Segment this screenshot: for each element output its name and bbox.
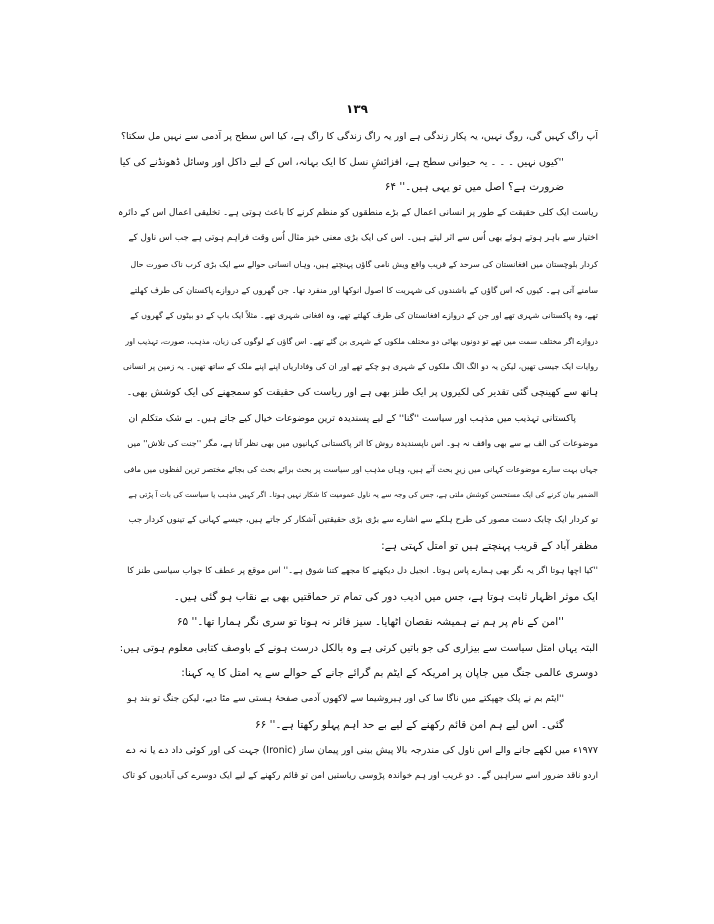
text-line: سامنے آتی ہے۔ کیوں کہ اس گاؤں کے باشندوں کی شہریت کا اصول انوکھا اور منفرد تھا۔ جن گھروں کے دروازے پاکستان کی طرف کھلتے xyxy=(129,284,598,295)
text-line: ''کیوں نہیں ۔ ۔ ۔ یہ حیوانی سطح ہے، افزائشِ نسل کا ایک بہانہ، اس کے لیے داکل اور وسائل ڈھونڈنے کی کیا xyxy=(119,156,564,168)
text-line: اختیار سے باہر ہوتے ہوئے بھی اُس سے اثر لیتے ہیں۔ اس کی ایک بڑی معنی خیز مثال اُس وقت فراہم ہوتی ہے جب اس ناول کے xyxy=(128,233,598,244)
page-number: ۱۳۹ xyxy=(346,102,368,116)
text-line: ''ایٹم بم نے پلک جھپکتے میں ناگا سا کی اور ہیروشیما سے لاکھوں آدمی صفحۂ ہستی سے مٹا دیے، لیکن جنگ تو بند ہو xyxy=(127,694,564,705)
text-line: ''کیا اچھا ہوتا اگر یہ نگر بھی ہمارے پاس ہوتا۔ انجیل دل دیکھنے کا مجھے کتنا شوق ہے۔'' اس موقع پر عطف کا جواب سیاسی طنز کا xyxy=(127,566,598,577)
text-line: پاکستانی تہذیب میں مذہب اور سیاست ''گنا'' کے لیے پسندیدہ ترین موضوعات خیال کیے جاتے ہیں۔ بے شک متکلم ان xyxy=(128,412,576,424)
text-line: ایک موثر اظہار ثابت ہوتا ہے، جس میں ادیب دور کی تمام تر حماقتیں بھی بے نقاب ہو گئی ہیں۔ xyxy=(173,590,598,603)
text-line: جہاں بہت سارے موضوعات کہانی میں زیرِ بحث آتے ہیں، وہاں مذہب اور سیاست پر بحث برائے بحث کی بجائے مختصر ترین لفظوں میں مافی xyxy=(123,464,598,474)
text-line: دروازے اگر مختلف سمت میں تھے تو دونوں بھائی دو مختلف ملکوں کے شہری بن گئے تھے۔ اس گاؤں کے لوگوں کی زبان، مذہب، صورت، تہذیب اور xyxy=(125,336,598,346)
text-line: ۱۹۷۷ء میں لکھے جانے والے اس ناول کی مندرجہ بالا پیش بینی اور پیمان ساز (Ironic) جہت کی اور کوئی داد دے یا نہ دے xyxy=(125,745,598,757)
text-line: تھے، وہ پاکستانی شہری تھے اور جن کے دروازے افغانستان کی طرف کھلتے تھے، وہ افغانی شہری تھے۔ مثلاً ایک باپ کے دو بیٹوں کے گھروں کے xyxy=(130,311,598,321)
text-line: ضرورت ہے؟ اصل میں تو یہی ہیں۔'' ۶۴ xyxy=(384,181,564,194)
text-line: ''امن کے نام پر ہم نے ہمیشہ نقصان اٹھایا۔ سیز فائر نہ ہوتا تو سری نگر ہمارا تھا۔'' ۶۵ xyxy=(176,616,564,629)
text-line: تو کردار ایک چابک دست مصور کی طرح ہلکے سے اشارے سے بڑی بڑی حقیقتیں آشکار کر جاتے ہیں، جیسے کہانی کے تینوں کردار جب xyxy=(128,514,598,525)
text-line: الضمیر بیان کرنے کی ایک مستحسن کوشش ملتی ہے، جس کی وجہ سے یہ ناول عمومیت کا شکار نہیں ہوتا۔ اگر کہیں مذہب یا سیاست کی بات آ پڑتی ہے xyxy=(128,490,598,500)
body-text xyxy=(118,124,598,789)
text-line: کردار بلوچستان میں افغانستان کی سرحد کے قریب واقع ویش نامی گاؤں پہنچتے ہیں، وہاں انسانی حوالے سے ایک بڑی کرب ناک صورت حال xyxy=(130,259,598,269)
text-line: دوسری عالمی جنگ میں جاپان پر امریکہ کے ایٹم بم گرائے جانے کے حوالے سے یہ امتل کا یہ کہنا: xyxy=(181,667,598,680)
text-line: البتہ یہاں امتل سیاست سے بیزاری کی جو باتیں کرتی ہے وہ بالکل درست ہونے کے باوصف کتابی معلوم ہوتی ہیں: xyxy=(119,642,598,654)
text-line: آپ راگ کہیں گی، روگ نہیں، یہ پکار زندگی ہے اور یہ راگ زندگی کا راگ ہے، کیا اس سطح پر آدمی سے نہیں مل سکتا؟ xyxy=(121,131,598,142)
text-line: ریاست ایک کلی حقیقت کے طور پر انسانی اعمال کے بڑے منطقوں کو منظم کرنے کا باعث ہوتی ہے۔ تخلیقی اعمال اس کے دائرہ xyxy=(118,207,598,218)
text-line: روایات ایک جیسی تھیں، لیکن یہ دو الگ الگ ملکوں کے شہری ہو چکے تھے اور ان کی وفاداریاں اپنے اپنے ملک کے ساتھ تھیں۔ یہ زمین پر انسانی xyxy=(122,362,598,372)
text-line: اردو ناقد ضرور اسے سراہیں گے۔ دو غریب اور ہم خواندہ پڑوسی ریاستیں امن تو قائم رکھنے کے لیے ایک دوسرے کی آبادیوں کو تاک xyxy=(122,770,598,781)
text-line: گئی۔ اس لیے ہم امن قائم رکھنے کے لیے بے حد اہم پہلو رکھتا ہے۔'' ۶۶ xyxy=(255,718,564,731)
text-line: مظفر آباد کے قریب پہنچتے ہیں تو امتل کہتی ہے: xyxy=(381,539,598,552)
text-line: ہاتھ سے کھینچی گئی تقدیر کی لکیروں پر ایک طنز بھی ہے اور ریاست کی حقیقت کو سمجھنے کی ایک کوشش بھی۔ xyxy=(126,386,598,398)
text-line: موضوعات کی الف بے سے بھی واقف نہ ہو۔ اس ناپسندیدہ روش کا اثر پاکستانی کہانیوں میں بھی نظر آتا ہے، مگر ''جنت کی تلاش'' میں xyxy=(127,438,598,449)
